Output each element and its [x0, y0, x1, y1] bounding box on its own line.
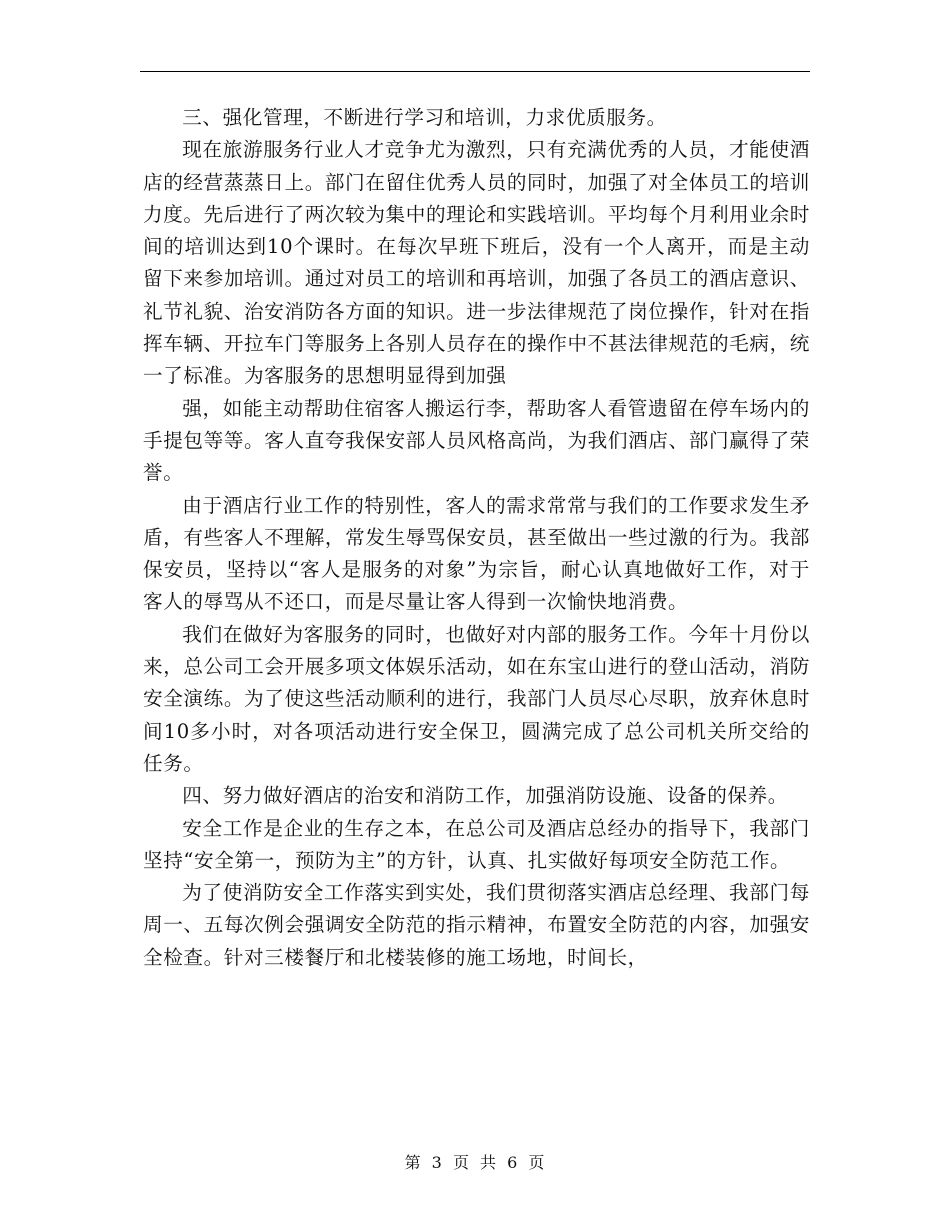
page-number-footer: 第 3 页 共 6 页 [404, 1153, 546, 1172]
section-heading-4: 四、努力做好酒店的治安和消防工作，加强消防设施、设备的保养。 [182, 784, 788, 808]
body-paragraph: 现在旅游服务行业人才竞争尤为激烈，只有充满优秀的人员，才能使酒店的经营蒸蒸日上。部门在留住优秀人员的同时，加强了对全体员工的培训力度。先后进行了两次较为集中的理论和实践培训。平均每个月利用业余时间的培训达到10个课时。在每次早班下班后，没有一个人离开，而是主动留下来参加培训。通过对员工的培训和再培训，加强了各员工的酒店意识、礼节礼貌、治安消防各方面的知识。进一步法律规范了岗位操作，针对在指挥车辆、开拉车门等服务上各别人员存在的操作中不甚法律规范的毛病，统一了标准。为客服务的思想明显得到加强 [143, 138, 810, 388]
body-paragraph: 由于酒店行业工作的特别性，客人的需求常常与我们的工作要求发生矛盾，有些客人不理解，常发生辱骂保安员，甚至做出一些过激的行为。我部保安员，坚持以“客人是服务的对象”为宗旨，耐心认真地做好工作，对于客人的辱骂从不还口，而是尽量让客人得到一次愉快地消费。 [143, 493, 810, 614]
body-paragraph: 我们在做好为客服务的同时，也做好对内部的服务工作。今年十月份以来，总公司工会开展多项文体娱乐活动，如在东宝山进行的登山活动，消防安全演练。为了使这些活动顺利的进行，我部门人员尽心尽职，放弃休息时间10多小时，对各项活动进行安全保卫，圆满完成了总公司机关所交给的任务。 [143, 622, 810, 775]
body-paragraph: 强，如能主动帮助住宿客人搬运行李，帮助客人看管遗留在停车场内的手提包等等。客人直夸我保安部人员风格高尚，为我们酒店、部门赢得了荣誉。 [143, 396, 810, 485]
header-rule [140, 71, 810, 72]
document-body [143, 102, 810, 974]
section-heading-3: 三、强化管理，不断进行学习和培训，力求优质服务。 [182, 106, 667, 129]
body-paragraph: 安全工作是企业的生存之本，在总公司及酒店总经办的指导下，我部门坚持“安全第一，预防为主”的方针，认真、扎实做好每项安全防范工作。 [143, 816, 810, 872]
body-paragraph: 为了使消防安全工作落实到实处，我们贯彻落实酒店总经理、我部门每周一、五每次例会强调安全防范的指示精神，布置安全防范的内容，加强安全检查。针对三楼餐厅和北楼装修的施工场地，时间长， [143, 881, 810, 969]
